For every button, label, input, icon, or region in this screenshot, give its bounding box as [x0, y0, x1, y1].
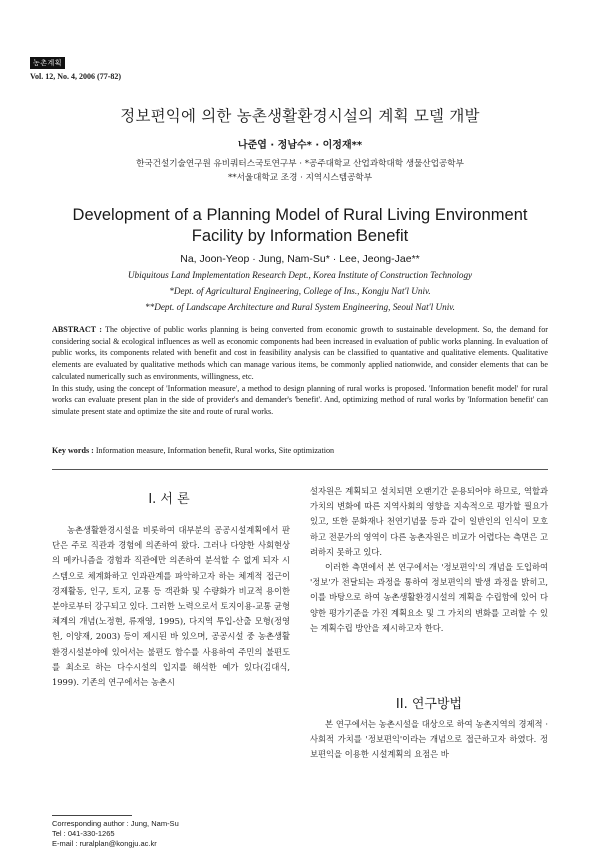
footnote-line-3: E-mail : ruralplan@kongju.ac.kr: [52, 839, 157, 849]
right-column: [310, 484, 548, 636]
english-affiliation-2: *Dept. of Agricultural Engineering, College of Ins., Kongju Nat'l Univ.: [169, 286, 431, 296]
section-divider: [52, 469, 548, 470]
left-column: [52, 523, 290, 690]
right-paragraph-2: 이러한 측면에서 본 연구에서는 '정보편익'의 개념을 도입하여 '정보'가 전달되는 과정을 통하여 정보편익의 발생 과정을 밝히고, 이를 바탕으로 하여 농촌생활환경시설의 계획을 수립함에 있어 다양한 평가기준을 가진 계획요소 및 그 가치의 변화를 고려할 수 있는 계획수립 방안을 제시하고자 한다.: [310, 562, 548, 633]
right-paragraph-1: 설자원은 계획되고 설치되면 오랜기간 운용되어야 하므로, 역할과 가치의 변화에 따른 지역사회의 영향을 지속적으로 평가할 필요가 있고, 또한 문화재나 천연기념물 등과 같이 일반인의 인식이 모호하고 전문가의 영역이 다른 농촌자원은 비교가 어렵다는 측면은 고려하지 못하고 있다.: [310, 486, 548, 557]
english-affiliation-1: Ubiquitous Land Implementation Research Dept., Korea Institute of Construction Technology: [127, 270, 473, 280]
korean-affiliation-1: 한국건설기술연구원 유비쿼터스국토연구부 · *공주대학교 산업과학대학 생물산업공학부: [136, 159, 464, 169]
footnote-rule: [52, 815, 132, 816]
volume-line: Vol. 12, No. 4, 2006 (77-82): [30, 72, 122, 81]
footnote: [52, 819, 179, 850]
keywords-text: Information measure, Information benefit, Rural works, Site optimization: [95, 446, 335, 455]
section-1-heading: I. 서 론: [148, 492, 190, 507]
abstract: [52, 324, 548, 418]
section-2-heading: II. 연구방법: [395, 697, 463, 712]
english-title: Development of a Planning Model of Rural Living Environment Facility by Information Benefit: [72, 206, 528, 245]
section-1-paragraph-1: 농촌생활환경시설을 비롯하여 대부분의 공공시설계획에서 판단은 주로 직관과 경험에 의존하여 왔다. 그러나 다양한 사회현상의 메카니즘을 경험과 직관에만 의존하여 분석할 수 없게 되자 시스템으로 체계화하고 인과관계를 파악하고자 하는 체계적 접근이 경제활동, 인구, 토지, 교통 등 객관화 및 수량화가 비교적 용이한 분야로부터 강구되고 있다. 그러한 노력으로서 토지이용-교통 균형체계의 개념(노정현, 류재영, 1995), 다지역 투입-산출 모형(정영헌, 이양재, 2003) 등이 제시된 바 있으며, 공공시설 중 농촌생활환경시설분야에 있어서는 불편도 함수를 사용하여 주민의 불편도를 최소로 하는 다수시설의 입지를 해석한 예가 있다(김대식, 1999). 기존의 연구에서는 농촌시: [52, 525, 290, 688]
english-authors: Na, Joon-Yeop · Jung, Nam-Su* · Lee, Jeong-Jae**: [180, 253, 420, 265]
keywords: [52, 446, 548, 455]
journal-badge: 농촌계획: [30, 57, 65, 69]
english-affiliation-3: **Dept. of Landscape Architecture and Rural System Engineering, Seoul Nat'l Univ.: [145, 302, 455, 312]
abstract-paragraph-1: The objective of public works planning is being converted from economic growth to sustainable development. So, the demand for considering social & ecological influences as well as economic components had been increased in evaluation of public works planning. In evaluation of public works, its components related with benefit and cost in feasibility analysis can be classified to quantative and qualitative elements. Qualitative elements are evaluated by qualitative methods which can manage various items, be commonly applied nationwide, and consider elements that can be calculated numerically such as environments, willingness, etc.: [52, 325, 548, 381]
abstract-label: ABSTRACT :: [52, 325, 102, 334]
footnote-line-1: Corresponding author : Jung, Nam-Su: [52, 819, 179, 828]
section-2-paragraph-1: 본 연구에서는 농촌시설을 대상으로 하여 농촌지역의 경제적 · 사회적 가치를 '정보편익'이라는 개념으로 접근하고자 하였다. 정보편익을 이용한 시설계획의 요점은 바: [310, 719, 548, 760]
korean-title: 정보편익에 의한 농촌생활환경시설의 계획 모델 개발: [120, 107, 480, 125]
section-2-body: [310, 717, 548, 763]
korean-affiliation-2: **서울대학교 조경 · 지역시스템공학부: [227, 173, 373, 183]
abstract-paragraph-2: In this study, using the concept of 'Information measure', a method to design planning of rural works is proposed. 'Information benefit model' for rural works can evaluate present plan in the side of provider's and demander's 'benefit'. And, optimizing method of rural works by 'Information benefit' can simulate present state and optimize the site and route of rural works.: [52, 383, 548, 416]
keywords-label: Key words :: [52, 446, 94, 455]
korean-authors: 나준엽 · 정남수* · 이정재**: [237, 140, 363, 151]
footnote-line-2: Tel : 041-330-1265: [52, 829, 115, 839]
